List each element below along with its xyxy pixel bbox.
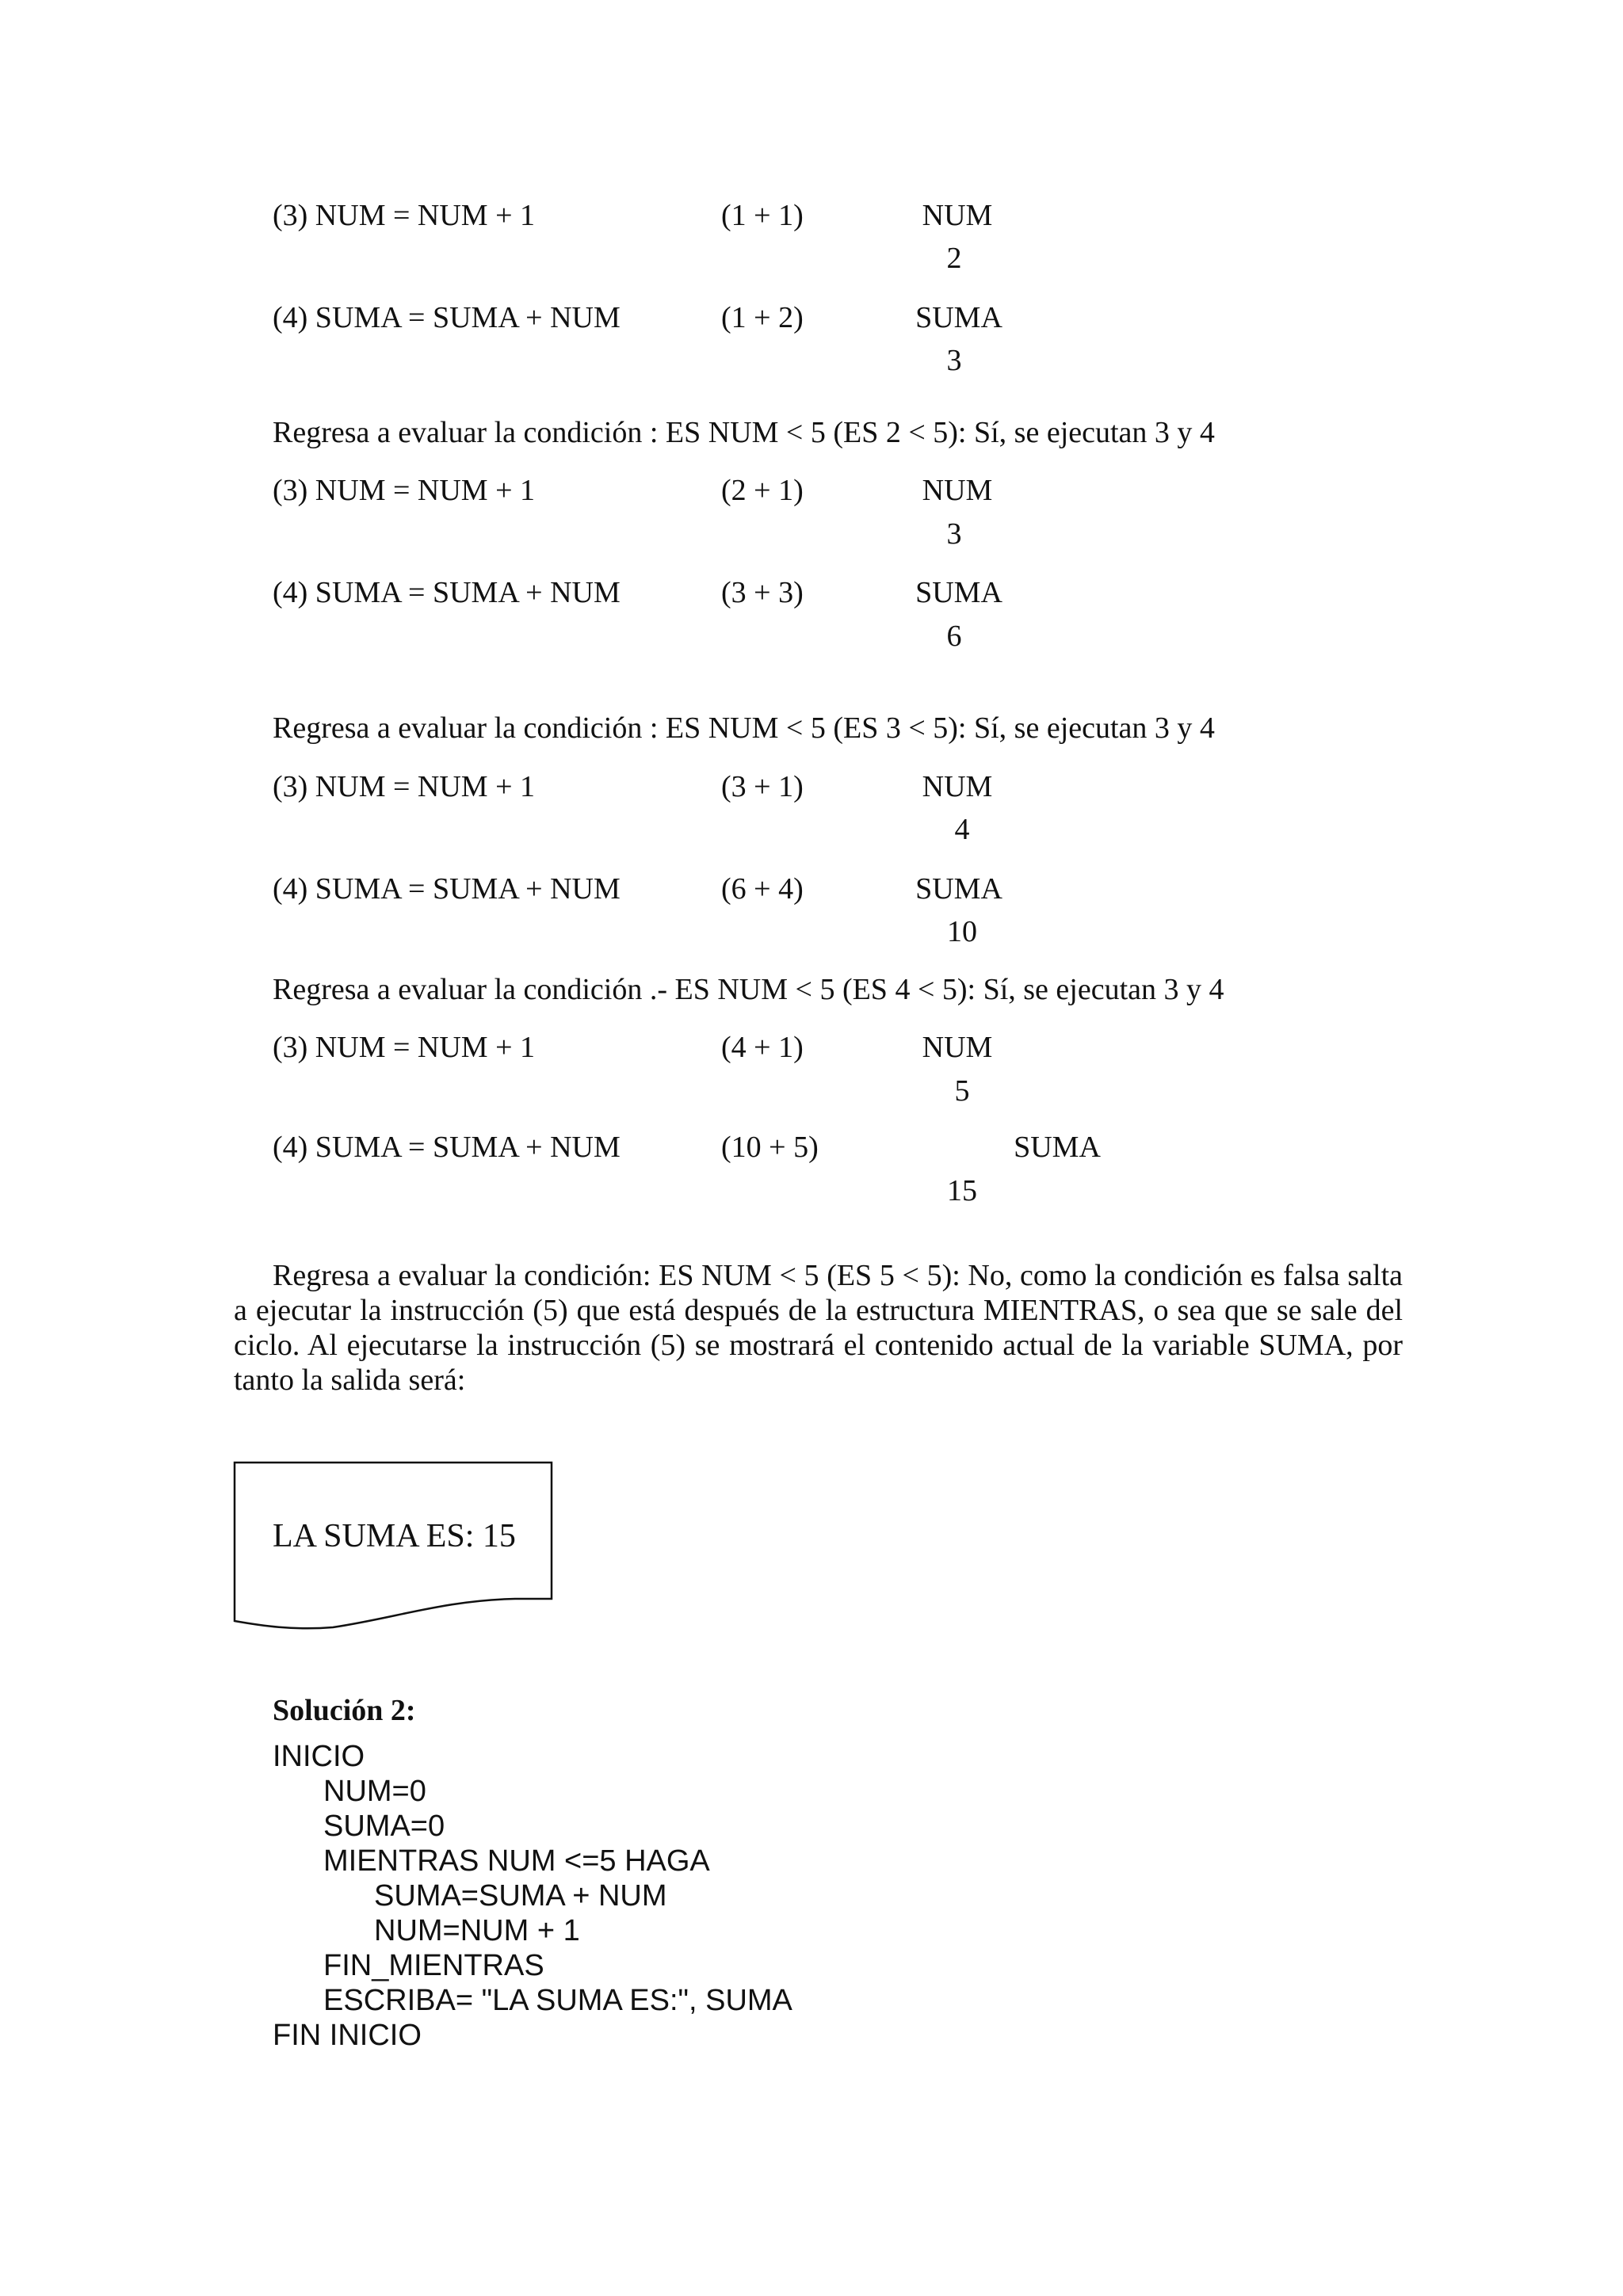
trace-expression: (4 + 1) bbox=[721, 1031, 804, 1064]
condition-line: Regresa a evaluar la condición : ES NUM < 5 (ES 2 < 5): Sí, se ejecutan 3 y 4 bbox=[273, 416, 1215, 449]
trace-value: 3 bbox=[946, 517, 962, 551]
trace-expression: (6 + 4) bbox=[721, 872, 804, 906]
trace-instruction: (4) SUMA = SUMA + NUM bbox=[273, 1131, 621, 1164]
trace-variable: NUM bbox=[922, 474, 993, 507]
trace-instruction: (4) SUMA = SUMA + NUM bbox=[273, 872, 621, 906]
code-line: SUMA=0 bbox=[323, 1810, 445, 1843]
trace-expression: (1 + 2) bbox=[721, 301, 804, 334]
trace-variable: SUMA bbox=[915, 301, 1002, 334]
code-line: FIN_MIENTRAS bbox=[323, 1949, 544, 1982]
trace-variable: NUM bbox=[922, 199, 993, 232]
trace-value: 5 bbox=[954, 1074, 970, 1108]
code-line: NUM=0 bbox=[323, 1775, 426, 1808]
trace-variable: NUM bbox=[922, 770, 993, 803]
trace-instruction: (4) SUMA = SUMA + NUM bbox=[273, 576, 621, 609]
trace-variable: NUM bbox=[922, 1031, 993, 1064]
trace-expression: (1 + 1) bbox=[721, 199, 804, 232]
trace-instruction: (3) NUM = NUM + 1 bbox=[273, 770, 536, 803]
code-line: FIN INICIO bbox=[273, 2019, 422, 2052]
trace-expression: (2 + 1) bbox=[721, 474, 804, 507]
trace-value: 4 bbox=[954, 813, 970, 846]
trace-expression: (10 + 5) bbox=[721, 1131, 819, 1164]
explanation-paragraph: Regresa a evaluar la condición: ES NUM < 5 (ES 5 < 5): No, como la condición es falsa salta a ejecutar la instrucción (5) que está después de la estructura MIENTRAS, o sea que se sale del ciclo. Al ejecutarse la instrucción (5) se mostrará el contenido actual de la variable SUMA, por tanto la salida será: bbox=[234, 1259, 1403, 1397]
trace-variable: SUMA bbox=[1014, 1131, 1101, 1164]
trace-expression: (3 + 3) bbox=[721, 576, 804, 609]
trace-value: 6 bbox=[946, 620, 962, 653]
code-line: SUMA=SUMA + NUM bbox=[374, 1879, 667, 1913]
condition-line: Regresa a evaluar la condición .- ES NUM < 5 (ES 4 < 5): Sí, se ejecutan 3 y 4 bbox=[273, 973, 1224, 1006]
condition-line: Regresa a evaluar la condición : ES NUM < 5 (ES 3 < 5): Sí, se ejecutan 3 y 4 bbox=[273, 711, 1215, 745]
trace-variable: SUMA bbox=[915, 576, 1002, 609]
trace-instruction: (3) NUM = NUM + 1 bbox=[273, 199, 536, 232]
trace-expression: (3 + 1) bbox=[721, 770, 804, 803]
trace-value: 10 bbox=[947, 915, 977, 948]
trace-instruction: (4) SUMA = SUMA + NUM bbox=[273, 301, 621, 334]
output-text: LA SUMA ES: 15 bbox=[273, 1518, 516, 1554]
pseudocode-block bbox=[273, 1739, 792, 2053]
trace-value: 15 bbox=[947, 1174, 977, 1207]
trace-instruction: (3) NUM = NUM + 1 bbox=[273, 474, 536, 507]
code-line: ESCRIBA= "LA SUMA ES:", SUMA bbox=[323, 1984, 792, 2017]
trace-instruction: (3) NUM = NUM + 1 bbox=[273, 1031, 536, 1064]
solution-heading: Solución 2: bbox=[273, 1694, 416, 1727]
code-line: INICIO bbox=[273, 1740, 365, 1773]
code-line: NUM=NUM + 1 bbox=[374, 1914, 580, 1947]
trace-value: 2 bbox=[946, 242, 962, 275]
code-line: MIENTRAS NUM <=5 HAGA bbox=[323, 1844, 710, 1878]
trace-variable: SUMA bbox=[915, 872, 1002, 906]
trace-value: 3 bbox=[946, 344, 962, 377]
